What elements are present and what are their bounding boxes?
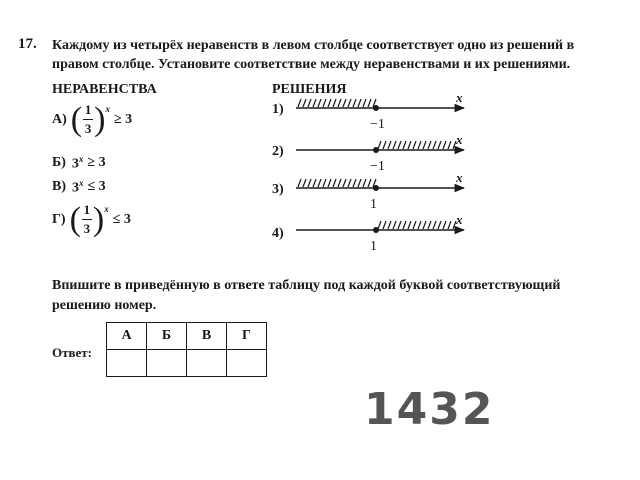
hatch-stroke [303, 179, 306, 187]
exponent: x [104, 204, 109, 214]
hatch-stroke [388, 141, 391, 149]
inequality-relation: ≥ 3 [113, 111, 133, 127]
hatch-stroke [308, 179, 311, 187]
hatch-stroke [358, 99, 361, 107]
answer-cell-g[interactable] [227, 350, 267, 377]
inequality-letter: В) [52, 179, 66, 195]
hatch-stroke [313, 179, 316, 187]
hatch-stroke [433, 221, 436, 229]
hatch-stroke [433, 141, 436, 149]
hatch-stroke [408, 221, 411, 229]
power-base: 3 [72, 180, 79, 196]
hatch-stroke [363, 179, 366, 187]
hatch-stroke [413, 141, 416, 149]
hatch-stroke [418, 141, 421, 149]
handwritten-answer: 1432 [364, 384, 495, 435]
hatch-stroke [368, 99, 371, 107]
hatch-stroke [353, 179, 356, 187]
answer-cell-b[interactable] [147, 350, 187, 377]
point-label: 1 [370, 239, 377, 254]
exponent: x [79, 178, 84, 188]
answer-letter-v: В [187, 323, 227, 350]
point-label: 1 [370, 197, 377, 212]
fraction-power: ( 1 3 ) $^x$ [69, 200, 109, 238]
answer-label: Ответ: [52, 345, 93, 360]
answer-letters-row [107, 323, 267, 350]
hatch-stroke [383, 141, 386, 149]
hatch-stroke [323, 179, 326, 187]
exponent: x [78, 154, 84, 164]
answer-table [106, 322, 267, 377]
hatch-stroke [403, 221, 406, 229]
hatch-stroke [378, 141, 381, 149]
axis-variable-label: x [456, 132, 463, 147]
boundary-point [373, 227, 379, 233]
power-base: 3 [71, 156, 79, 172]
solution-label-2: 2) [272, 144, 284, 159]
hatch-stroke [348, 99, 351, 107]
number-lines [288, 96, 478, 256]
hatch-stroke [378, 221, 381, 229]
hatch-stroke [393, 221, 396, 229]
fraction-power: ( 1 3 ) $^x$ [70, 100, 110, 138]
answer-cell-v[interactable] [187, 350, 227, 377]
fraction-numerator: 1 [83, 202, 91, 217]
hatch-stroke [343, 179, 346, 187]
hatch-stroke [443, 221, 446, 229]
hatch-stroke [388, 221, 391, 229]
hatch-stroke [328, 99, 331, 107]
fraction-denominator: 3 [83, 221, 91, 236]
task-number: 17. [18, 36, 37, 52]
point-label: −1 [370, 159, 385, 174]
hatch-stroke [358, 179, 361, 187]
exponent: x [105, 104, 110, 114]
hatch-stroke [338, 99, 341, 107]
fraction-numerator: 1 [84, 102, 92, 117]
solution-label-1: 1) [272, 102, 284, 117]
inequality-relation: ≥ 3 [87, 155, 106, 171]
boundary-point [373, 185, 379, 191]
hatch-stroke [323, 99, 326, 107]
hatch-stroke [423, 221, 426, 229]
hatch-stroke [343, 99, 346, 107]
hatch-stroke [308, 99, 311, 107]
boundary-point [373, 105, 379, 111]
hatch-stroke [363, 99, 366, 107]
hatch-stroke [438, 141, 441, 149]
hatch-stroke [418, 221, 421, 229]
answer-letter-g: Г [227, 323, 267, 350]
hatch-stroke [428, 221, 431, 229]
hatch-stroke [423, 141, 426, 149]
inequality-letter: Г) [52, 211, 66, 227]
axis-variable-label: x [456, 170, 463, 185]
hatch-stroke [398, 221, 401, 229]
inequality-letter: А) [52, 111, 67, 127]
fraction-denominator: 3 [84, 121, 92, 136]
hatch-stroke [318, 99, 321, 107]
answer-letter-a: А [107, 323, 147, 350]
hatch-stroke [413, 221, 416, 229]
hatch-stroke [318, 179, 321, 187]
answer-cell-a[interactable] [107, 350, 147, 377]
hatch-stroke [328, 179, 331, 187]
inequality-relation: ≤ 3 [112, 211, 131, 227]
hatch-stroke [443, 141, 446, 149]
inequality-a [52, 102, 132, 137]
inequality-g [52, 202, 131, 237]
boundary-point [373, 147, 379, 153]
hatch-stroke [298, 99, 301, 107]
hatch-stroke [368, 179, 371, 187]
axis-variable-label: x [456, 96, 463, 105]
hatch-stroke [313, 99, 316, 107]
hatch-stroke [303, 99, 306, 107]
inequality-b [52, 154, 106, 173]
point-label: −1 [370, 117, 385, 132]
hatch-stroke [383, 221, 386, 229]
hatch-stroke [348, 179, 351, 187]
inequality-v [52, 178, 106, 197]
hatch-stroke [298, 179, 301, 187]
axis-variable-label: x [456, 212, 463, 227]
hatch-stroke [448, 221, 451, 229]
hatch-stroke [353, 99, 356, 107]
answer-letter-b: Б [147, 323, 187, 350]
hatch-stroke [408, 141, 411, 149]
hatch-stroke [393, 141, 396, 149]
hatch-stroke [438, 221, 441, 229]
solution-label-3: 3) [272, 182, 284, 197]
answer-cells-row[interactable] [107, 350, 267, 377]
solutions-header: РЕШЕНИЯ [272, 82, 347, 97]
inequality-relation: ≤ 3 [87, 179, 106, 195]
task-intro: Каждому из четырёх неравенств в левом столбце соответствует одно из решений в правом столбце. Установите соответствие между неравенствами и их решениями. [52, 38, 575, 72]
hatch-stroke [338, 179, 341, 187]
inequality-letter: Б) [52, 155, 66, 171]
instruction-text: Впишите в приведённую в ответе таблицу под каждой буквой соответствующий решению номер. [52, 278, 561, 313]
hatch-stroke [403, 141, 406, 149]
hatch-stroke [428, 141, 431, 149]
hatch-stroke [333, 179, 336, 187]
hatch-stroke [333, 99, 336, 107]
solution-label-4: 4) [272, 226, 284, 241]
hatch-stroke [448, 141, 451, 149]
hatch-stroke [398, 141, 401, 149]
inequalities-header: НЕРАВЕНСТВА [52, 82, 157, 97]
